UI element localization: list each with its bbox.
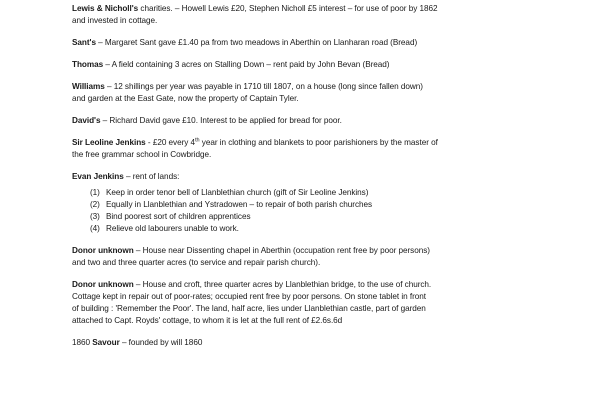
list-item-text: Equally in Llanblethian and Ystradowen – to repair of both parish churches [106, 200, 373, 209]
charity-text: and two and three quarter acres (to service and repair parish church). [72, 258, 321, 267]
list-item [90, 211, 542, 223]
list-number: (2) [90, 200, 100, 209]
charity-text: and invested in cottage. [72, 16, 158, 25]
list-item-text: Keep in order tenor bell of Llanblethian church (gift of Sir Leoline Jenkins) [106, 188, 369, 197]
charity-text: – Margaret Sant gave £1.40 pa from two meadows in Aberthin on Llanharan road (Bread) [95, 38, 418, 47]
charity-year: 1860 [72, 338, 93, 347]
charity-text: – House and croft, three quarter acres by Llanblethian bridge, to the use of church. [133, 280, 432, 289]
charity-name: Donor unknown [72, 246, 134, 255]
charity-entry-evan-jenkins [72, 171, 542, 183]
charity-name: Lewis & Nicholl's [72, 4, 139, 13]
charity-text: charities. – Howell Lewis £20, Stephen Nicholl £5 interest – for use of poor by 1862 [138, 4, 438, 13]
purposes-list [72, 187, 542, 235]
list-item [90, 187, 542, 199]
charity-entry-sant [72, 37, 542, 49]
charity-text: and garden at the East Gate, now the property of Captain Tyler. [72, 94, 299, 103]
charity-entry-williams [72, 81, 542, 105]
charity-name: Savour [92, 338, 120, 347]
charity-name: David's [72, 116, 101, 125]
charity-entry-thomas [72, 59, 542, 71]
charity-text: Cottage kept in repair out of poor-rates; occupied rent free by poor persons. On stone tablet in front [72, 292, 426, 301]
charity-text: – 12 shillings per year was payable in 1710 till 1807, on a house (long since fallen down) [104, 82, 423, 91]
charity-text: year in clothing and blankets to poor parishioners by the master of [199, 138, 438, 147]
charity-text: – founded by will 1860 [119, 338, 203, 347]
charity-text: – Richard David gave £10. Interest to be applied for bread for poor. [100, 116, 342, 125]
charity-name: Williams [72, 82, 105, 91]
charity-entry-lewis-nicholl [72, 3, 542, 27]
list-number: (4) [90, 224, 100, 233]
charity-text: attached to Capt. Royds' cottage, to whom it is let at the full rent of £2.6s.6d [72, 316, 343, 325]
charity-name: Thomas [72, 60, 104, 69]
charity-text: – House near Dissenting chapel in Aberthin (occupation rent free by poor persons) [133, 246, 430, 255]
charity-entry-donor-unknown-1 [72, 245, 542, 269]
list-item [90, 199, 542, 211]
charity-text: – rent of lands: [123, 172, 180, 181]
charity-entry-donor-unknown-2 [72, 279, 542, 327]
list-number: (1) [90, 188, 100, 197]
charity-entry-leoline-jenkins [72, 137, 542, 161]
charity-name: Sir Leoline Jenkins [72, 138, 146, 147]
list-number: (3) [90, 212, 100, 221]
charity-entry-savour [72, 337, 542, 349]
charity-text: – A field containing 3 acres on Stalling Down – rent paid by John Bevan (Bread) [103, 60, 390, 69]
list-item-text: Bind poorest sort of children apprentices [106, 212, 251, 221]
list-item-text: Relieve old labourers unable to work. [106, 224, 239, 233]
charity-text: of building : 'Remember the Poor'. The land, half acre, lies under Llanblethian castle, part of garden [72, 304, 426, 313]
ordinal-superscript: th [195, 137, 200, 144]
charity-name: Evan Jenkins [72, 172, 124, 181]
charity-text: - £20 every 4 [145, 138, 196, 147]
charity-name: Donor unknown [72, 280, 134, 289]
charity-name: Sant's [72, 38, 96, 47]
charity-entry-david [72, 115, 542, 127]
document-page [72, 3, 542, 359]
charity-text: the free grammar school in Cowbridge. [72, 150, 212, 159]
list-item [90, 223, 542, 235]
